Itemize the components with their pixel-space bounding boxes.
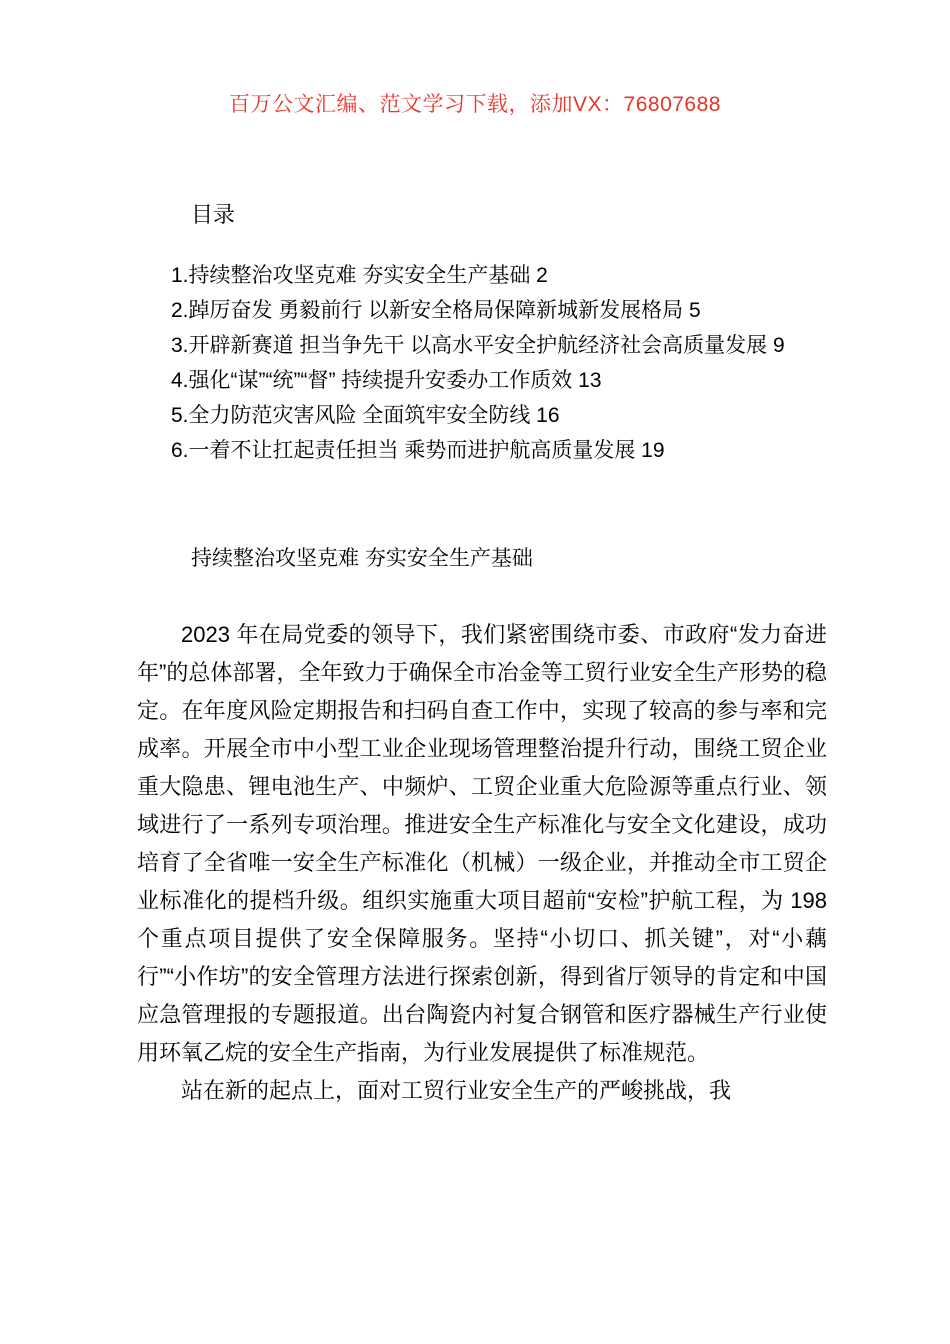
toc-entry[interactable]: 5.全力防范灾害风险 全面筑牢安全防线 16 [171, 404, 560, 427]
toc-entry[interactable]: 6.一着不让扛起责任担当 乘势而进护航高质量发展 19 [171, 439, 665, 462]
toc-list [137, 258, 827, 468]
toc-entry[interactable]: 4.强化“谋”“统”“督” 持续提升安委办工作质效 13 [171, 369, 602, 392]
toc-heading: 目录 [191, 202, 236, 227]
document-content [137, 198, 827, 1110]
article-paragraph: 2023 年在局党委的领导下，我们紧密围绕市委、市政府“发力奋进年”的总体部署，全年致力于确保全市冶金等工贸行业安全生产形势的稳定。在年度风险定期报告和扫码自查工作中，实现了较高的参与率和完成率。开展全市中小型工业企业现场管理整治提升行动，围绕工贸企业重大隐患、锂电池生产、中频炉、工贸企业重大危险源等重点行业、领域进行了一系列专项治理。推进安全生产标准化与安全文化建设，成功培育了全省唯一安全生产标准化（机械）一级企业，并推动全市工贸企业标准化的提档升级。组织实施重大项目超前“安检”护航工程，为 198 个重点项目提供了安全保障服务。坚持“小切口、抓关键”，对“小藕行”“小作坊”的安全管理方法进行探索创新，得到省厅领导的肯定和中国应急管理报的专题报道。出台陶瓷内衬复合钢管和医疗器械生产行业使用环氧乙烷的安全生产指南，为行业发展提供了标准规范。 [137, 622, 827, 1065]
toc-entry[interactable]: 2.踔厉奋发 勇毅前行 以新安全格局保障新城新发展格局 5 [171, 299, 701, 322]
article-paragraph: 站在新的起点上，面对工贸行业安全生产的严峻挑战，我 [181, 1078, 732, 1103]
watermark-text: 百万公文汇编、范文学习下载，添加VX：76807688 [229, 93, 721, 116]
toc-entry[interactable]: 3.开辟新赛道 担当争先干 以高水平安全护航经济社会高质量发展 9 [171, 334, 785, 357]
toc-entry[interactable]: 1.持续整治攻坚克难 夯实安全生产基础 2 [171, 264, 548, 287]
article-title: 持续整治攻坚克难 夯实安全生产基础 [191, 547, 533, 570]
